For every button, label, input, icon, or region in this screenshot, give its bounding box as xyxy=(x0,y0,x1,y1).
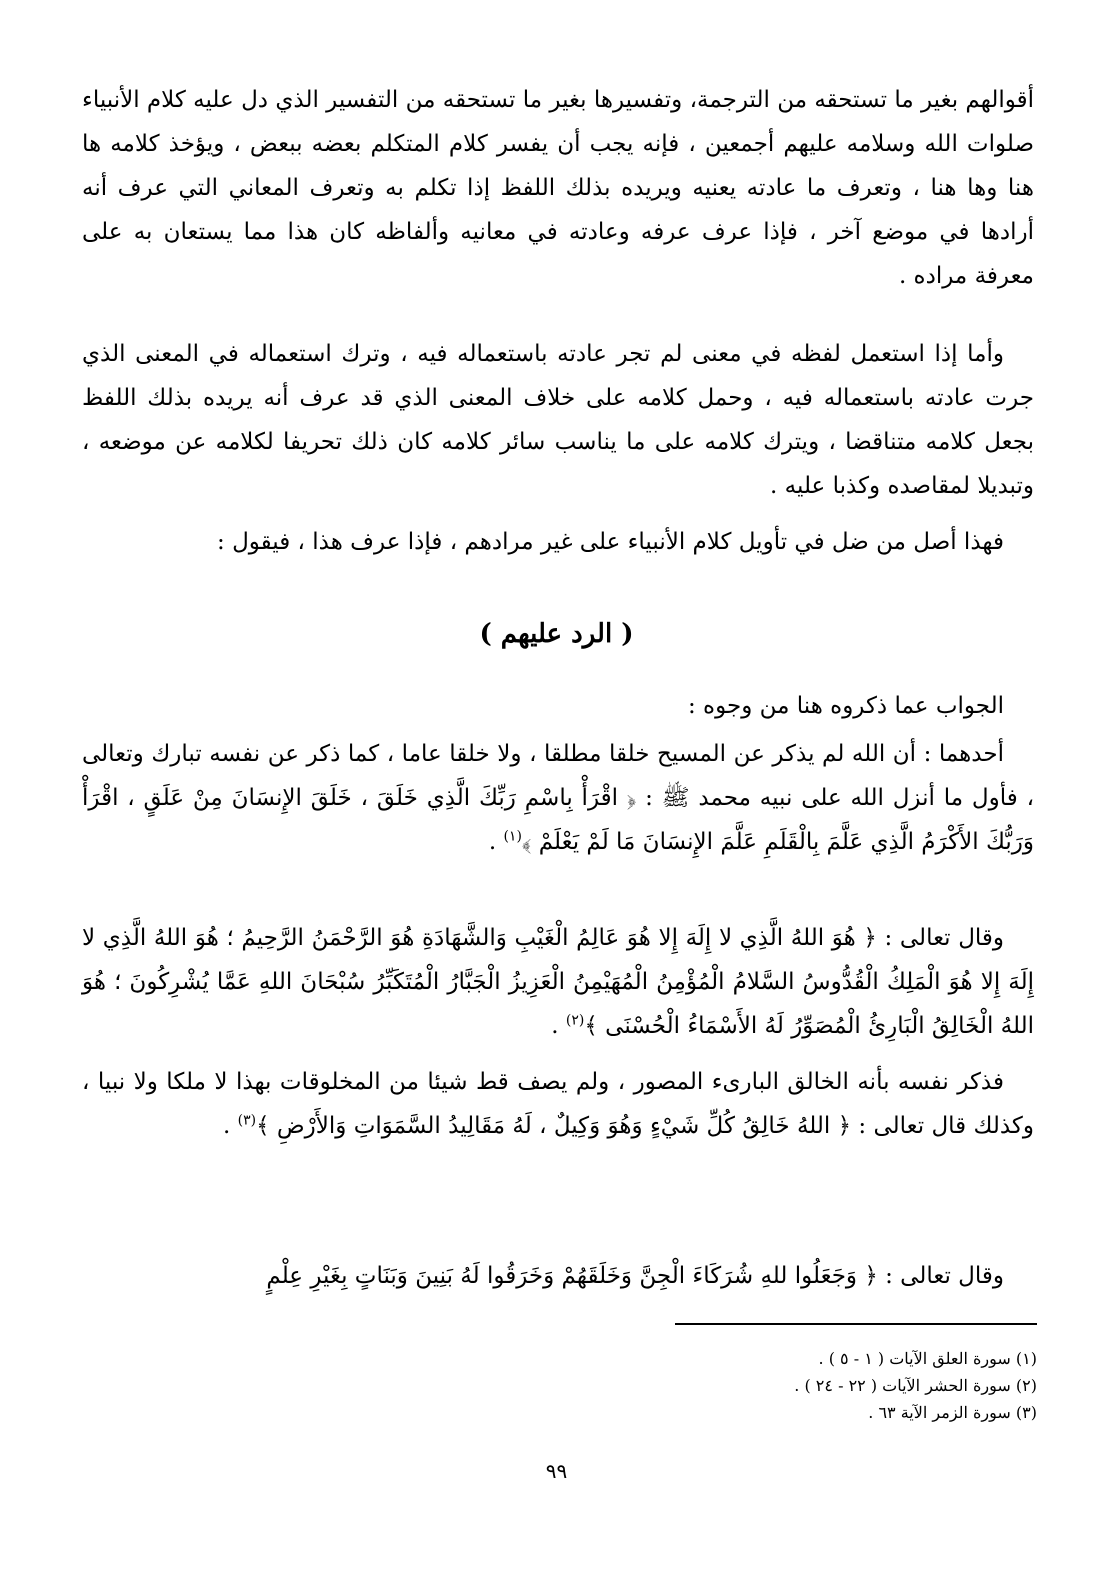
paragraph-8-text: وقال تعالى : xyxy=(885,1263,1004,1289)
quran-quote-3: ﴿ اللهُ خَالِقُ كُلِّ شَيْءٍ وَهُوَ وَكِيلٌ ، لَهُ مَقَالِيدُ السَّمَوَاتِ وَالأَرْضِ ﴾ xyxy=(256,1113,852,1139)
page-number: ٩٩ xyxy=(545,1459,568,1483)
period-1: . xyxy=(488,829,504,855)
paragraph-6 xyxy=(82,916,1034,1048)
period-2: . xyxy=(551,1013,566,1039)
paragraph-5 xyxy=(82,732,1034,864)
paragraph-4: الجواب عما ذكروه هنا من وجوه : xyxy=(687,693,1004,719)
footnote-divider xyxy=(675,1323,1037,1325)
quran-quote-4: ﴿ وَجَعَلُوا للهِ شُرَكَاءَ الْجِنَّ وَخَلَقَهُمْ وَخَرَقُوا لَهُ بَنِينَ وَبَنَاتٍ بِغَيْرِ عِلْمٍ xyxy=(266,1263,878,1289)
paragraph-3: فهذا أصل من ضل في تأويل كلام الأنبياء على غير مرادهم ، فإذا عرف هذا ، فيقول : xyxy=(217,529,1004,555)
section-heading: ( الرد عليهم ) xyxy=(479,619,634,649)
paragraph-1: أقوالهم بغير ما تستحقه من الترجمة، وتفسيرها بغير ما تستحقه من التفسير الذي دل عليه كلام الأنبياء صلوات الله وسلامه عليهم أجمعين ، فإنه يجب أن يفسر كلام المتكلم بعضه ببعض ، ويؤخذ كلامه ها هنا وها هنا ، وتعرف ما عادته يعنيه ويريده بذلك اللفظ إذا تكلم به وتعرف المعاني التي عرف أنه أرادها في موضع آخر ، فإذا عرف عرفه وعادته في معانيه وألفاظه كان هذا مما يستعان به على معرفة مراده . xyxy=(82,87,1034,289)
footnote-2: (٢) سورة الحشر الآيات ( ٢٢ - ٢٤ ) . xyxy=(794,1376,1037,1395)
footnote-ref-3: (٣) xyxy=(237,1112,257,1129)
quran-quote-2: ﴿ هُوَ اللهُ الَّذِي لا إِلَهَ إِلا هُوَ عَالِمُ الْغَيْبِ وَالشَّهَادَةِ هُوَ الرَّحْمَنُ الرَّحِيمُ ؛ هُوَ اللهُ الَّذِي لا إِلَهَ إِلا هُوَ الْمَلِكُ الْقُدُّوسُ السَّلامُ الْمُؤْمِنُ الْمُهَيْمِنُ الْعَزِيزُ الْجَبَّارُ الْمُتَكَبِّرُ سُبْحَانَ اللهِ عَمَّا يُشْرِكُونَ ؛ هُوَ اللهُ الْخَالِقُ الْبَارِئُ الْمُصَوِّرُ لَهُ الأَسْمَاءُ الْحُسْنَى ﴾ xyxy=(82,925,1034,1039)
paragraph-6-text: وقال تعالى : xyxy=(884,925,1005,951)
paragraph-7 xyxy=(82,1060,1034,1148)
footnote-3: (٣) سورة الزمر الآية ٦٣ . xyxy=(868,1403,1037,1422)
quran-quote-1: ﴿ اقْرَأْ بِاسْمِ رَبِّكَ الَّذِي خَلَقَ ، خَلَقَ الإِنسَانَ مِنْ عَلَقٍ ، اقْرَأْ وَرَبُّكَ الأَكْرَمُ الَّذِي عَلَّمَ بِالْقَلَمِ عَلَّمَ الإِنسَانَ مَا لَمْ يَعْلَمْ ﴾ xyxy=(82,785,1034,855)
footnote-ref-1: (١) xyxy=(503,828,522,845)
paragraph-8 xyxy=(82,1254,1034,1298)
paragraph-7-text: فذكر نفسه بأنه الخالق البارىء المصور ، ولم يصف قط شيئا من المخلوقات بهذا لا ملكا ولا نبيا ، وكذلك قال تعالى : xyxy=(82,1069,1034,1139)
footnote-1: (١) سورة العلق الآيات ( ١ - ٥ ) . xyxy=(818,1349,1037,1368)
period-3: . xyxy=(222,1113,238,1139)
footnotes xyxy=(437,1345,1037,1426)
footnote-ref-2: (٢) xyxy=(565,1012,585,1029)
paragraph-2: وأما إذا استعمل لفظه في معنى لم تجر عادته باستعماله فيه ، وترك استعماله في المعنى الذي جرت عادته باستعماله فيه ، وحمل كلامه على خلاف المعنى الذي قد عرف أنه يريده بذلك اللفظ بجعل كلامه متناقضا ، ويترك كلامه على ما يناسب سائر كلامه كان ذلك تحريفا لكلامه عن موضعه ، وتبديلا لمقاصده وكذبا عليه . xyxy=(82,341,1034,499)
paragraph-5-text: أحدهما : أن الله لم يذكر عن المسيح خلقا مطلقا ، ولا خلقا عاما ، كما ذكر عن نفسه تبارك وتعالى ، فأول ما أنزل الله على نبيه محمد ﷺ : xyxy=(82,741,1034,811)
